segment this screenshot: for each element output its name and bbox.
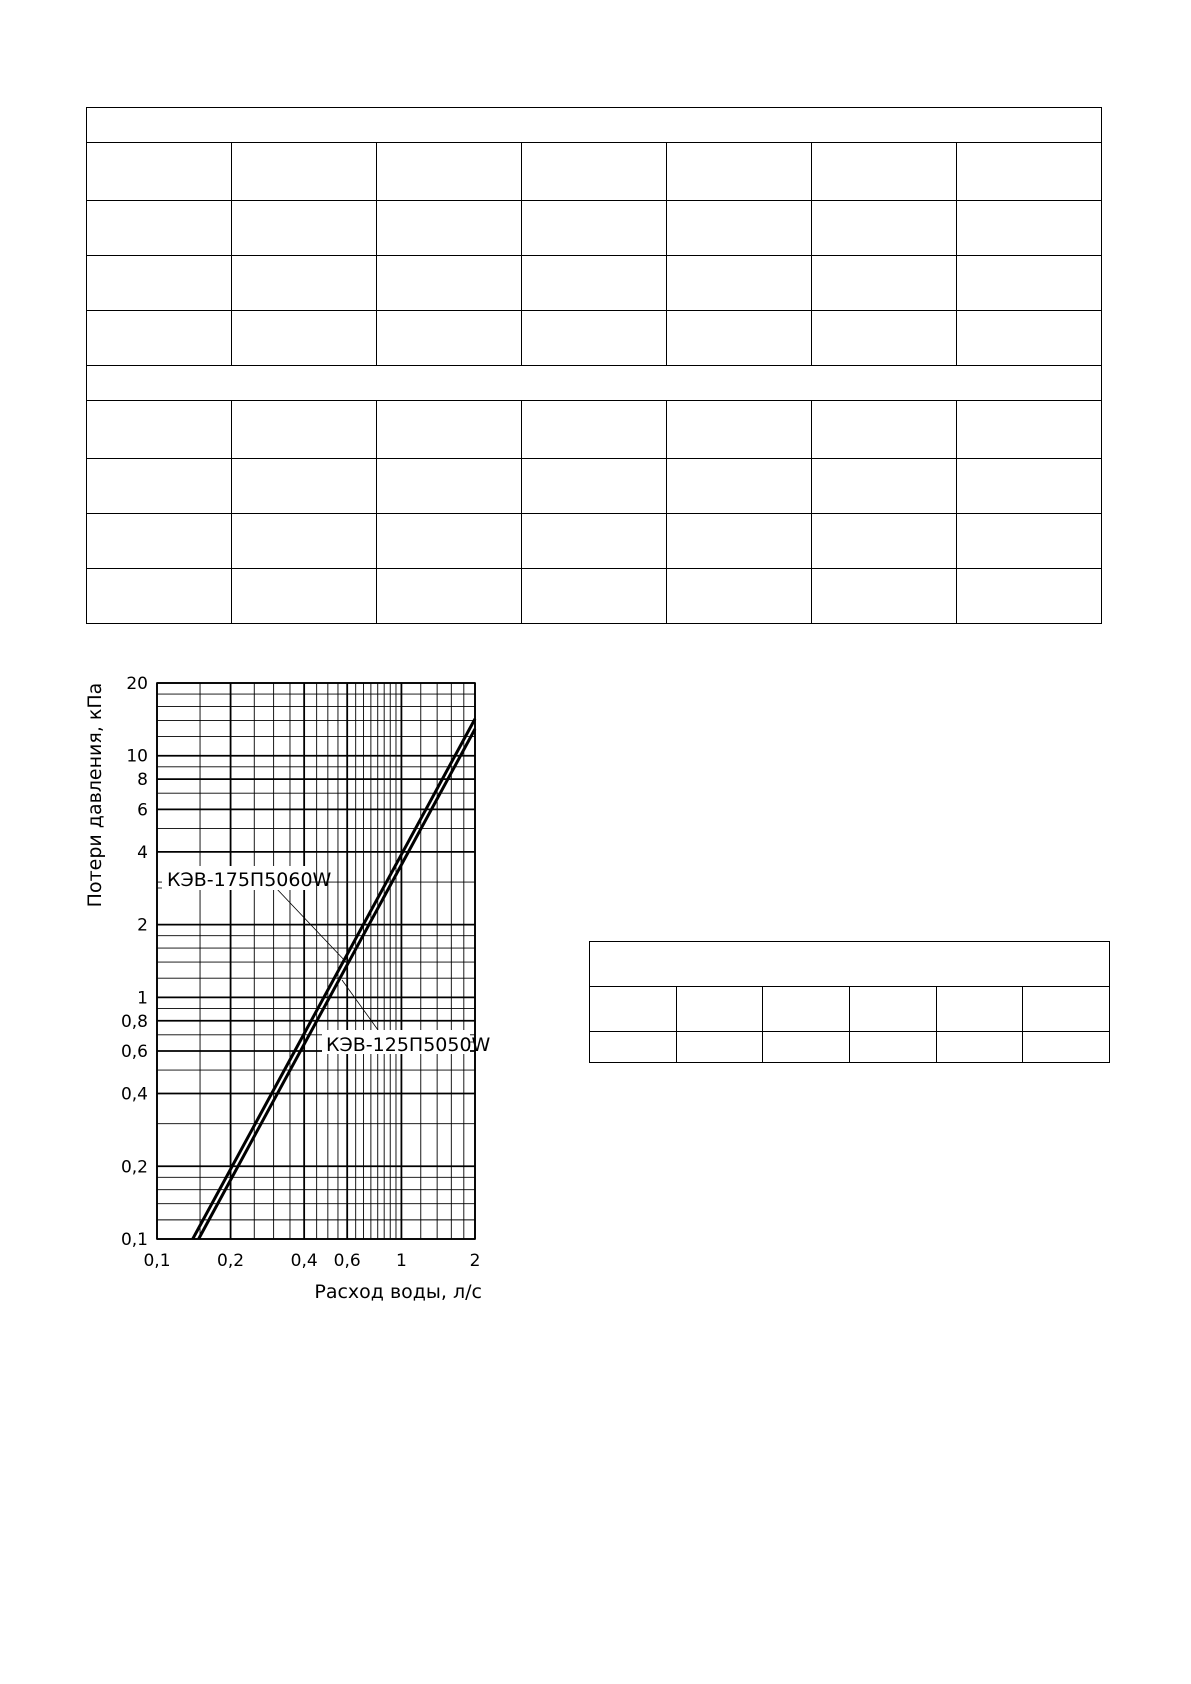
y-tick-label: 8 — [137, 770, 148, 791]
x-tick-label: 0,1 — [143, 1251, 171, 1271]
y-tick-label: 4 — [137, 842, 148, 863]
series-line-175 — [193, 719, 475, 1239]
y-tick-label: 1 — [137, 988, 148, 1009]
y-tick-label: 0,1 — [120, 1230, 148, 1250]
y-tick-label: 20 — [126, 674, 148, 694]
series-label-175: КЭВ-175П5060W — [167, 869, 332, 891]
series-lines — [193, 719, 475, 1239]
x-tick-label: 0,2 — [217, 1251, 245, 1271]
y-tick-label: 10 — [126, 746, 148, 767]
x-tick-label: 0,6 — [333, 1251, 361, 1271]
y-axis-label: Потери давления, кПа — [84, 682, 106, 908]
y-tick-label: 0,2 — [120, 1157, 148, 1178]
y-tick-label: 0,6 — [120, 1041, 148, 1062]
x-tick-label: 2 — [469, 1251, 481, 1271]
y-tick-label: 2 — [137, 915, 148, 936]
chart-grid — [157, 683, 475, 1239]
series-line-125 — [199, 729, 475, 1239]
tick-labels — [121, 674, 480, 1271]
y-tick-label: 0,4 — [120, 1084, 148, 1105]
x-tick-label: 0,4 — [290, 1251, 318, 1271]
series-label-125: КЭВ-125П5050W — [326, 1034, 491, 1056]
x-axis-label: Расход воды, л/с — [314, 1281, 482, 1303]
y-tick-label: 0,8 — [120, 1011, 148, 1032]
x-tick-label: 1 — [396, 1251, 407, 1271]
y-tick-label: 6 — [137, 800, 148, 821]
